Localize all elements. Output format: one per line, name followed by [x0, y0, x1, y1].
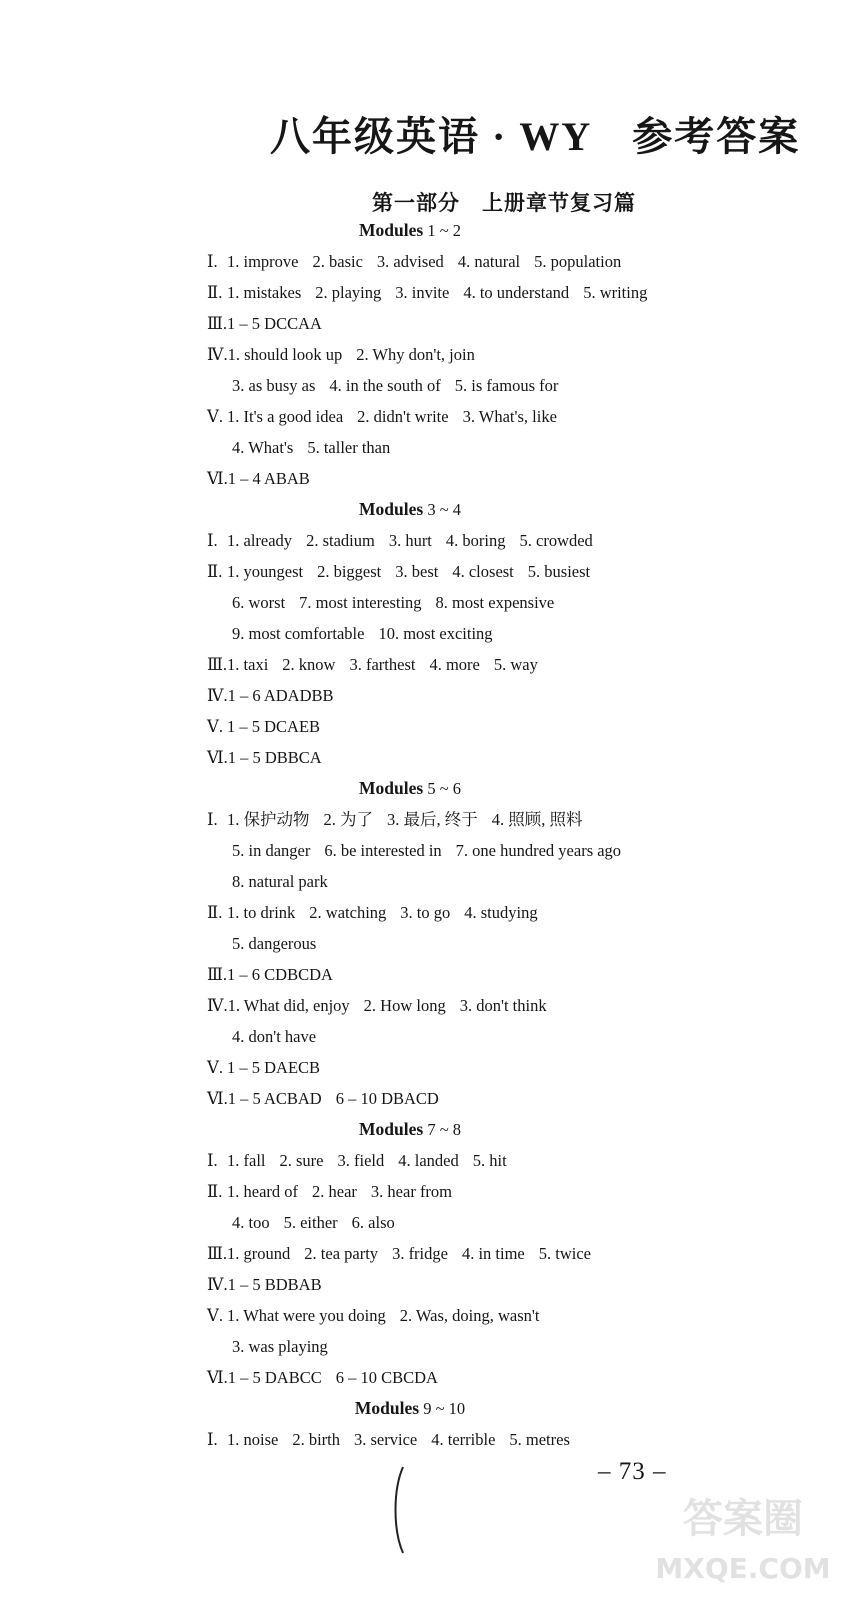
answer-line: [0, 866, 844, 897]
module-label: Modules: [359, 1119, 424, 1139]
answer-item: 1 – 5 BDBAB: [227, 1275, 322, 1294]
answer-item: 5. writing: [583, 283, 648, 302]
answer-line: [0, 277, 844, 308]
answer-item: 4. 照顾, 照料: [491, 810, 583, 829]
answer-item: 5. dangerous: [232, 934, 317, 953]
question-numeral: Ⅰ.: [207, 1151, 218, 1170]
answer-item: 1. mistakes: [227, 283, 302, 302]
answer-item: 3. don't think: [459, 996, 547, 1015]
question-numeral: Ⅴ.: [207, 717, 224, 736]
answer-item: 3. field: [337, 1151, 385, 1170]
question-numeral: Ⅵ.: [207, 1368, 228, 1387]
answer-item: 9. most comfortable: [232, 624, 365, 643]
module-heading: [0, 215, 844, 246]
question-numeral: Ⅳ.: [207, 345, 228, 364]
answer-item: 3. as busy as: [232, 376, 316, 395]
question-numeral: Ⅰ.: [207, 252, 218, 271]
answer-item: 1. It's a good idea: [227, 407, 344, 426]
module-range: 5 ~ 6: [427, 779, 461, 798]
answer-item: 1. ground: [227, 1244, 291, 1263]
answer-item: 1. taxi: [227, 655, 269, 674]
answer-item: 3. What's, like: [462, 407, 557, 426]
answer-item: 2. know: [282, 655, 336, 674]
page-title: [0, 105, 844, 162]
answer-item: 5. hit: [472, 1151, 507, 1170]
question-numeral: Ⅴ.: [207, 407, 224, 426]
question-numeral: Ⅵ.: [207, 1089, 228, 1108]
answer-item: 2. 为了: [323, 810, 373, 829]
question-numeral: Ⅲ.: [207, 965, 228, 984]
answer-line: [0, 246, 844, 277]
answer-item: 4. natural: [457, 252, 521, 271]
answer-item: 1 – 6 ADADBB: [227, 686, 334, 705]
answer-item: 4. landed: [398, 1151, 459, 1170]
answer-line: [0, 1331, 844, 1362]
answer-item: 1 – 5 DBBCA: [227, 748, 322, 767]
answer-item: 5. in danger: [232, 841, 311, 860]
answer-item: 8. most expensive: [435, 593, 555, 612]
answer-item: 10. most exciting: [378, 624, 493, 643]
answer-line: [0, 401, 844, 432]
answer-item: 6 – 10 CBCDA: [335, 1368, 438, 1387]
answer-item: 4. studying: [464, 903, 538, 922]
answer-item: 1. already: [227, 531, 293, 550]
answer-content: [0, 215, 844, 1455]
answer-item: 2. basic: [312, 252, 363, 271]
answer-item: 2. didn't write: [357, 407, 449, 426]
answer-item: 2. Why don't, join: [356, 345, 475, 364]
answer-item: 5. metres: [509, 1430, 570, 1449]
answer-line: [0, 1269, 844, 1300]
answer-item: 5. way: [493, 655, 538, 674]
answer-item: 2. Was, doing, wasn't: [399, 1306, 540, 1325]
answer-item: 1. heard of: [227, 1182, 299, 1201]
answer-item: 4. more: [429, 655, 480, 674]
answer-line: [0, 587, 844, 618]
answer-item: 6. be interested in: [324, 841, 442, 860]
module-range: 7 ~ 8: [427, 1120, 461, 1139]
answer-item: 2. biggest: [317, 562, 382, 581]
module-range: 3 ~ 4: [427, 500, 461, 519]
question-numeral: Ⅱ.: [207, 903, 223, 922]
answer-item: 8. natural park: [232, 872, 328, 891]
answer-line: [0, 804, 844, 835]
module-label: Modules: [359, 220, 424, 240]
subtitle-section: 上册章节复习篇: [482, 191, 636, 215]
answer-item: 3. 最后, 终于: [387, 810, 478, 829]
answer-item: 1 – 5 DCAEB: [227, 717, 321, 736]
answer-item: 6. worst: [232, 593, 286, 612]
answer-item: 1. improve: [227, 252, 299, 271]
answer-item: 7. one hundred years ago: [455, 841, 622, 860]
question-numeral: Ⅵ.: [207, 469, 228, 488]
answer-item: 6. also: [351, 1213, 395, 1232]
answer-item: 1. fall: [227, 1151, 266, 1170]
title-answers: 参考答案: [632, 114, 801, 159]
answer-item: 5. either: [283, 1213, 338, 1232]
watermark-logo: [648, 1480, 838, 1590]
answer-line: [0, 1300, 844, 1331]
question-numeral: Ⅰ.: [207, 810, 218, 829]
answer-item: 4. in the south of: [329, 376, 441, 395]
answer-item: 6 – 10 DBACD: [335, 1089, 439, 1108]
answer-item: 1. to drink: [227, 903, 296, 922]
answer-line: [0, 1176, 844, 1207]
answer-line: [0, 618, 844, 649]
question-numeral: Ⅴ.: [207, 1306, 224, 1325]
module-heading: [0, 1114, 844, 1145]
answer-item: 4. terrible: [431, 1430, 496, 1449]
answer-item: 2. playing: [315, 283, 382, 302]
answer-line: [0, 1362, 844, 1393]
answer-item: 2. tea party: [304, 1244, 379, 1263]
question-numeral: Ⅰ.: [207, 531, 218, 550]
answer-line: [0, 525, 844, 556]
module-range: 9 ~ 10: [423, 1399, 466, 1418]
answer-line: [0, 463, 844, 494]
answer-item: 1. What did, enjoy: [227, 996, 350, 1015]
question-numeral: Ⅵ.: [207, 748, 228, 767]
answer-line: [0, 1207, 844, 1238]
answer-line: [0, 556, 844, 587]
answer-item: 7. most interesting: [299, 593, 422, 612]
answer-line: [0, 1021, 844, 1052]
watermark-line2: MXQE.COM: [655, 1552, 831, 1585]
answer-item: 1 – 5 DABCC: [227, 1368, 322, 1387]
answer-line: [0, 1238, 844, 1269]
answer-item: 1 – 4 ABAB: [227, 469, 310, 488]
answer-line: [0, 432, 844, 463]
answer-item: 1. 保护动物: [227, 810, 310, 829]
answer-line: [0, 308, 844, 339]
answer-item: 2. watching: [309, 903, 387, 922]
title-main: 八年级英语 · WY: [270, 114, 593, 159]
answer-line: [0, 649, 844, 680]
answer-item: 4. boring: [445, 531, 506, 550]
answer-line: [0, 1083, 844, 1114]
answer-item: 3. best: [395, 562, 439, 581]
page-number: – 73 –: [598, 1458, 667, 1485]
answer-item: 3. hurt: [388, 531, 432, 550]
answer-line: [0, 742, 844, 773]
question-numeral: Ⅲ.: [207, 1244, 228, 1263]
answer-item: 3. hear from: [370, 1182, 453, 1201]
answer-item: 4. to understand: [463, 283, 570, 302]
subtitle-part: 第一部分: [372, 191, 460, 215]
question-numeral: Ⅱ.: [207, 283, 223, 302]
question-numeral: Ⅳ.: [207, 686, 228, 705]
answer-line: [0, 835, 844, 866]
answer-item: 2. stadium: [306, 531, 375, 550]
answer-item: 4. closest: [452, 562, 514, 581]
answer-item: 5. is famous for: [454, 376, 559, 395]
module-heading: [0, 773, 844, 804]
module-label: Modules: [354, 1398, 420, 1418]
answer-item: 3. to go: [400, 903, 451, 922]
answer-item: 5. taller than: [307, 438, 391, 457]
question-numeral: Ⅰ.: [207, 1430, 218, 1449]
answer-item: 5. crowded: [519, 531, 593, 550]
answer-item: 1. noise: [227, 1430, 279, 1449]
answer-line: [0, 339, 844, 370]
answer-line: [0, 711, 844, 742]
question-numeral: Ⅱ.: [207, 1182, 223, 1201]
question-numeral: Ⅲ.: [207, 314, 228, 333]
answer-item: 2. hear: [312, 1182, 357, 1201]
answer-item: 5. twice: [538, 1244, 591, 1263]
answer-line: [0, 680, 844, 711]
question-numeral: Ⅳ.: [207, 1275, 228, 1294]
answer-item: 1 – 6 CDBCDA: [227, 965, 333, 984]
answer-line: [0, 959, 844, 990]
answer-item: 1 – 5 ACBAD: [227, 1089, 322, 1108]
question-numeral: Ⅳ.: [207, 996, 228, 1015]
answer-item: 4. don't have: [232, 1027, 317, 1046]
answer-item: 1 – 5 DCCAA: [227, 314, 322, 333]
answer-item: 1 – 5 DAECB: [227, 1058, 321, 1077]
question-numeral: Ⅱ.: [207, 562, 223, 581]
answer-item: 3. farthest: [349, 655, 416, 674]
module-heading: [0, 494, 844, 525]
answer-item: 5. population: [534, 252, 622, 271]
answer-item: 1. youngest: [227, 562, 304, 581]
answer-line: [0, 370, 844, 401]
answer-item: 4. in time: [461, 1244, 525, 1263]
answer-item: 2. birth: [292, 1430, 341, 1449]
answer-item: 2. How long: [363, 996, 446, 1015]
answer-item: 5. busiest: [527, 562, 591, 581]
question-numeral: Ⅲ.: [207, 655, 228, 674]
answer-line: [0, 990, 844, 1021]
answer-item: 1. What were you doing: [227, 1306, 386, 1325]
answer-item: 3. advised: [376, 252, 444, 271]
module-heading: [0, 1393, 844, 1424]
answer-item: 4. too: [232, 1213, 270, 1232]
bracket-mark: [391, 1465, 409, 1555]
answer-item: 3. service: [354, 1430, 418, 1449]
answer-item: 3. invite: [395, 283, 450, 302]
answer-item: 3. fridge: [392, 1244, 448, 1263]
answer-item: 3. was playing: [232, 1337, 328, 1356]
section-subtitle: [372, 187, 636, 217]
watermark-line1: 答案圈: [683, 1496, 803, 1542]
answer-line: [0, 1052, 844, 1083]
answer-line: [0, 1145, 844, 1176]
module-label: Modules: [359, 778, 424, 798]
module-label: Modules: [359, 499, 424, 519]
answer-line: [0, 897, 844, 928]
answer-item: 4. What's: [232, 438, 294, 457]
answer-item: 1. should look up: [227, 345, 343, 364]
answer-line: [0, 1424, 844, 1455]
question-numeral: Ⅴ.: [207, 1058, 224, 1077]
answer-line: [0, 928, 844, 959]
module-range: 1 ~ 2: [427, 221, 461, 240]
answer-item: 2. sure: [279, 1151, 324, 1170]
